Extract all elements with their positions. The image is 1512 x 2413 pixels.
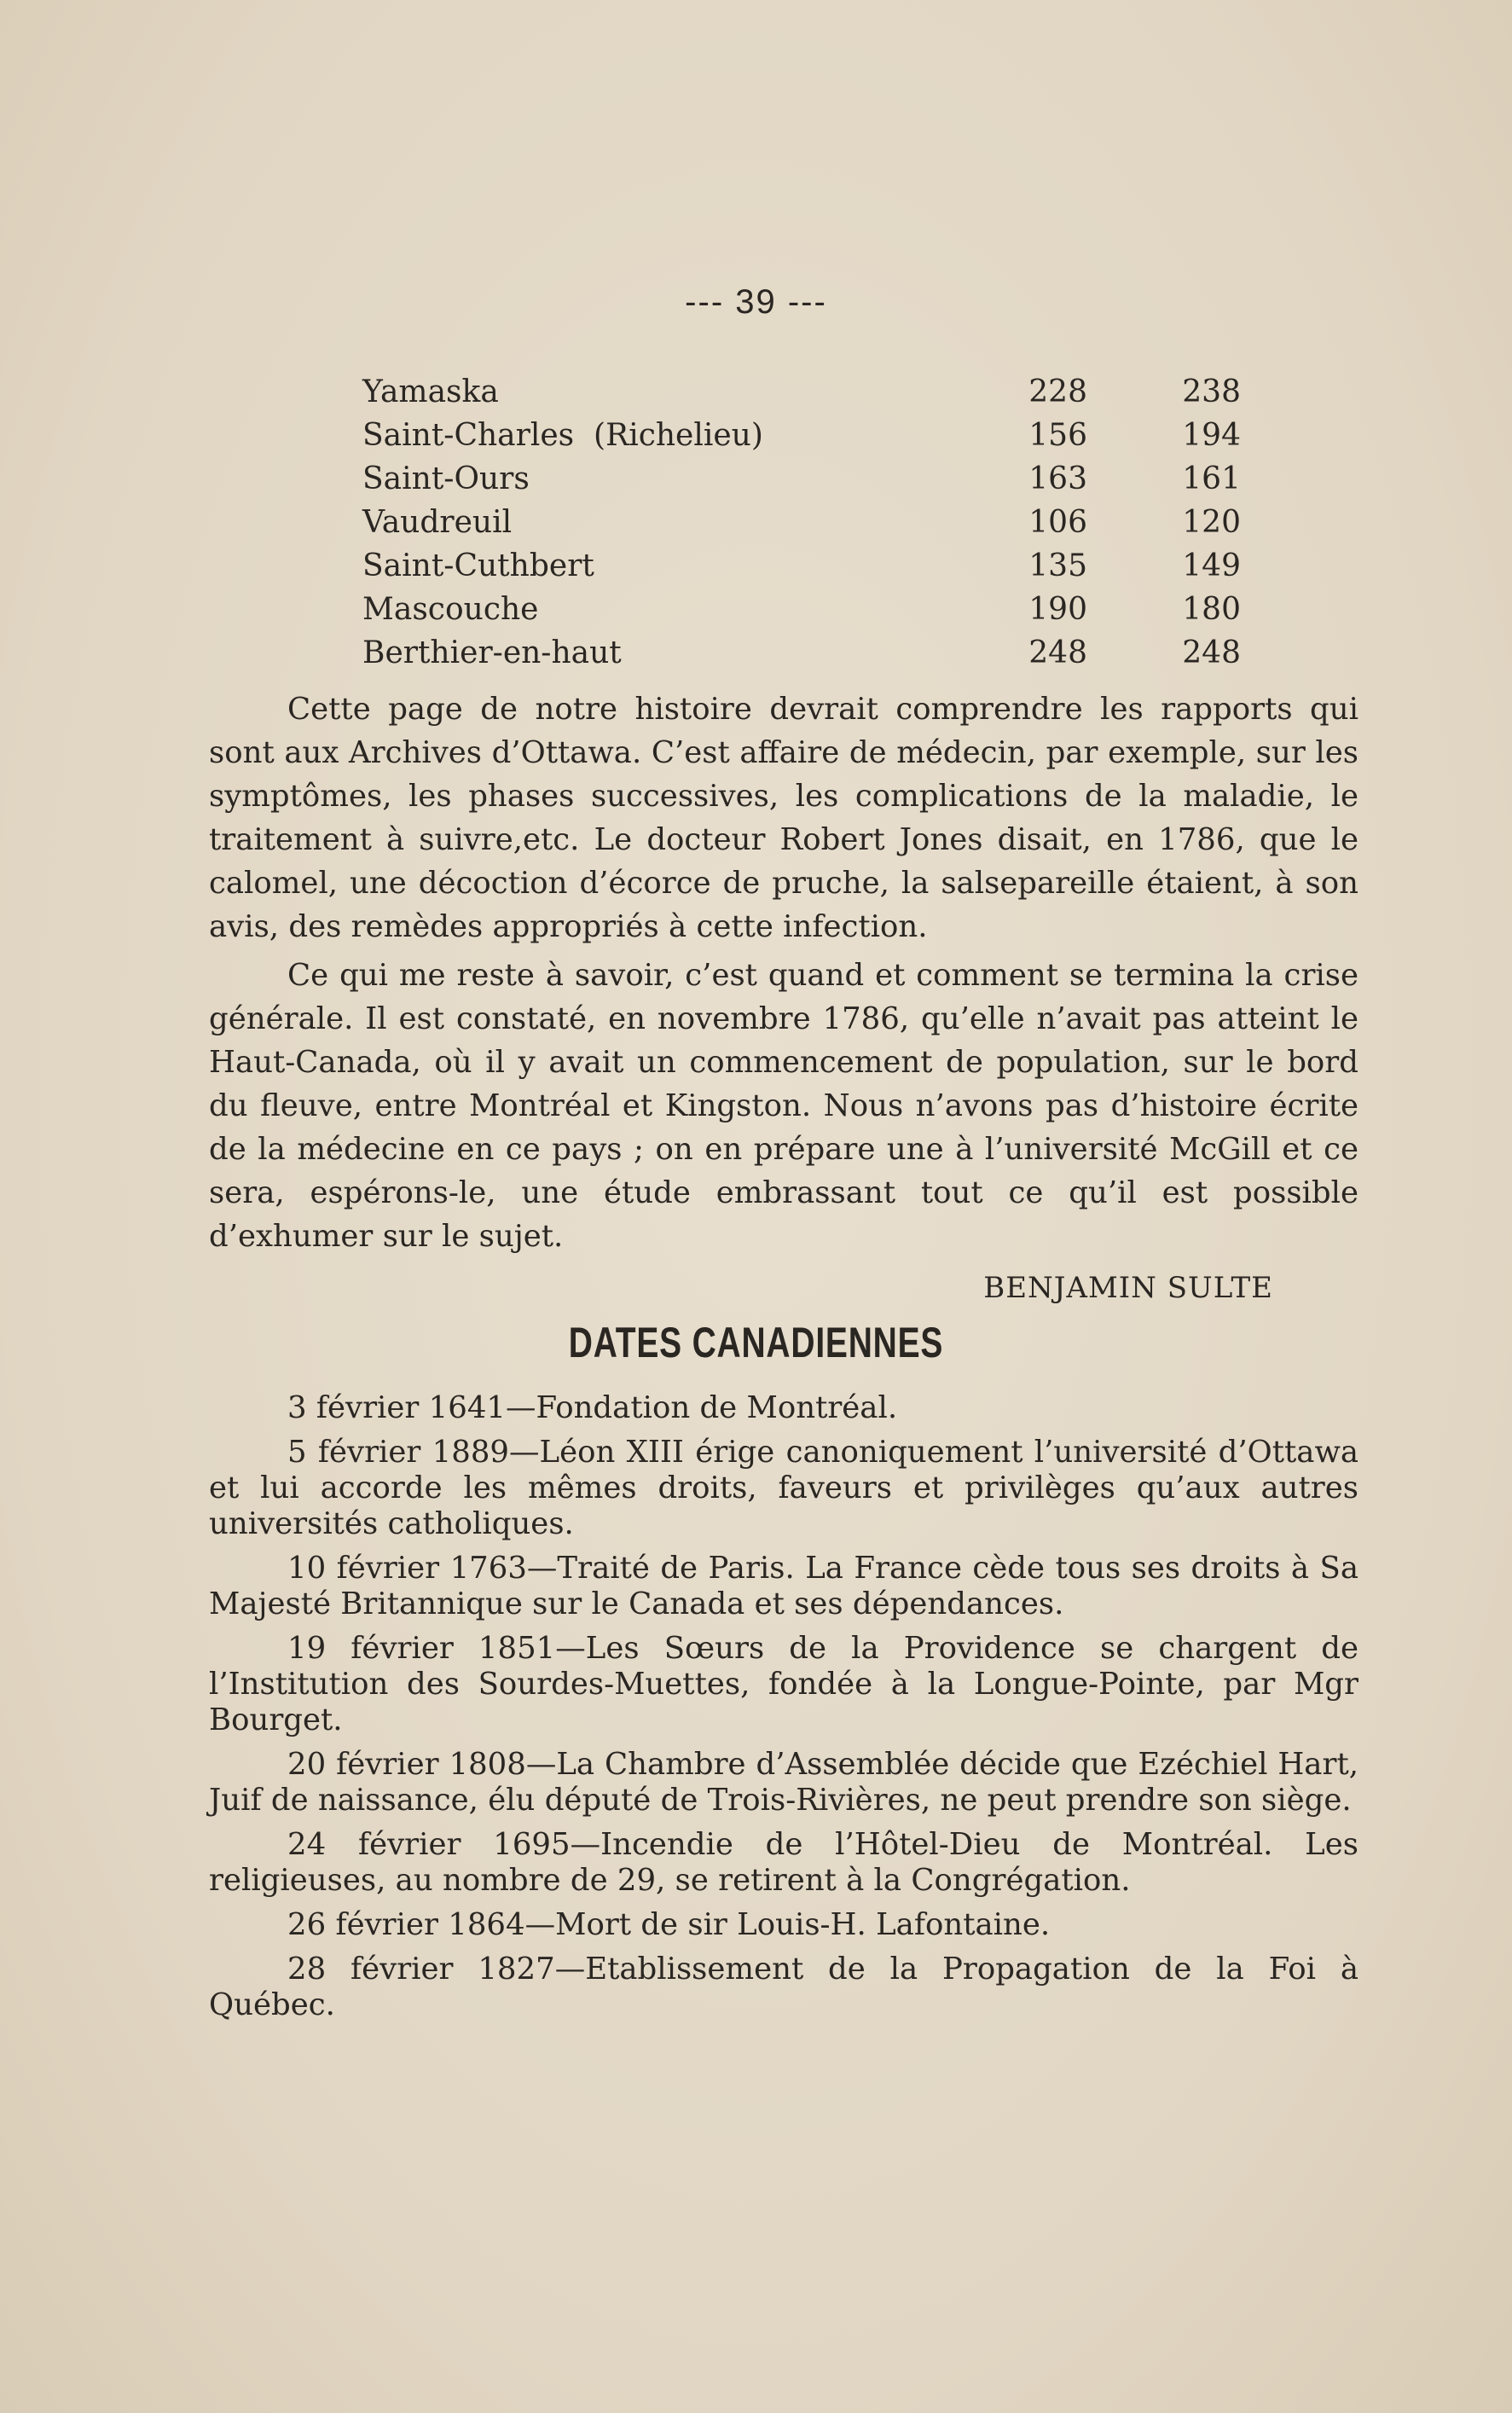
parish-name: Saint-Ours bbox=[362, 461, 530, 496]
value-second: 238 bbox=[1182, 374, 1241, 409]
value-first: 135 bbox=[1028, 548, 1087, 583]
table-row bbox=[362, 501, 1241, 544]
date-entry: 26 février 1864—Mort de sir Louis-H. Lafontaine. bbox=[287, 1907, 1051, 1942]
dates-list bbox=[209, 1390, 1358, 2023]
parish-table bbox=[362, 370, 1241, 675]
table-row bbox=[362, 414, 1241, 457]
value-second: 149 bbox=[1182, 548, 1241, 583]
paragraph-text: Ce qui me reste à savoir, c’est quand et comment se termina la crise générale. Il est constaté, en novembre 1786, qu’elle n’avait pas atteint le Haut-Canada, où il y avait un commencement de population, sur le bord du fleuve, entre Montréal et Kingston. Nous n’avons pas d’histoire écrite de la médecine en ce pays ; on en prépare une à l’université McGill et ce sera, espérons-le, une étude embrassant tout ce qu’il est possible d’exhumer sur le sujet. bbox=[209, 958, 1358, 1254]
value-first: 106 bbox=[1028, 505, 1087, 540]
paragraph-text: Cette page de notre histoire devrait comprendre les rapports qui sont aux Archives d’Ottawa. C’est affaire de médecin, par exemple, sur les symptômes, les phases successives, les complications de la maladie, le traitement à suivre,etc. Le docteur Robert Jones disait, en 1786, que le calomel, une décoction d’écorce de pruche, la salsepareille étaient, à son avis, des remèdes appropriés à cette infection. bbox=[209, 692, 1358, 944]
body-paragraph-2 bbox=[209, 954, 1358, 1258]
date-entry: 24 février 1695—Incendie de l’Hôtel-Dieu de Montréal. Les religieuses, au nombre de 29, se retirent à la Congrégation. bbox=[209, 1827, 1358, 1898]
table-row bbox=[362, 370, 1241, 414]
date-entry: 20 février 1808—La Chambre d’Assemblée décide que Ezéchiel Hart, Juif de naissance, élu député de Trois-Rivières, ne peut prendre son siège. bbox=[209, 1747, 1358, 1818]
value-first: 228 bbox=[1028, 374, 1087, 409]
date-entry: 28 février 1827—Etablissement de la Propagation de la Foi à Québec. bbox=[209, 1952, 1358, 2022]
date-entry: 5 février 1889—Léon XIII érige canoniquement l’université d’Ottawa et lui accorde les mêmes droits, faveurs et privilèges qu’aux autres universités catholiques. bbox=[209, 1435, 1358, 1541]
table-row bbox=[362, 631, 1241, 675]
value-second: 161 bbox=[1182, 461, 1241, 496]
parish-name: Yamaska bbox=[362, 374, 499, 409]
author-signature: BENJAMIN SULTE bbox=[983, 1271, 1273, 1305]
parish-name: Berthier-en-haut bbox=[362, 635, 622, 670]
value-first: 156 bbox=[1028, 418, 1087, 453]
parish-name: Saint-Charles (Richelieu) bbox=[362, 418, 763, 453]
value-second: 248 bbox=[1182, 635, 1241, 670]
table-row bbox=[362, 544, 1241, 588]
value-second: 120 bbox=[1182, 505, 1241, 540]
section-heading: DATES CANADIENNES bbox=[568, 1319, 944, 1366]
date-entry: 3 février 1641—Fondation de Montréal. bbox=[287, 1390, 898, 1425]
date-entry: 10 février 1763—Traité de Paris. La France cède tous ses droits à Sa Majesté Britannique sur le Canada et ses dépendances. bbox=[209, 1551, 1358, 1621]
table-row bbox=[362, 457, 1241, 501]
parish-name: Saint-Cuthbert bbox=[362, 548, 594, 583]
table-row bbox=[362, 588, 1241, 631]
parish-name: Vaudreuil bbox=[362, 505, 513, 540]
body-paragraph-1 bbox=[209, 687, 1358, 948]
date-entry: 19 février 1851—Les Sœurs de la Providence se chargent de l’Institution des Sourdes-Muettes, fondée à la Longue-Pointe, par Mgr Bourget. bbox=[209, 1631, 1358, 1737]
parish-name: Mascouche bbox=[362, 592, 539, 627]
value-second: 180 bbox=[1182, 592, 1241, 627]
value-second: 194 bbox=[1182, 418, 1241, 453]
value-first: 163 bbox=[1028, 461, 1087, 496]
value-first: 248 bbox=[1028, 635, 1087, 670]
value-first: 190 bbox=[1028, 592, 1087, 627]
page-number: --- 39 --- bbox=[685, 283, 827, 321]
